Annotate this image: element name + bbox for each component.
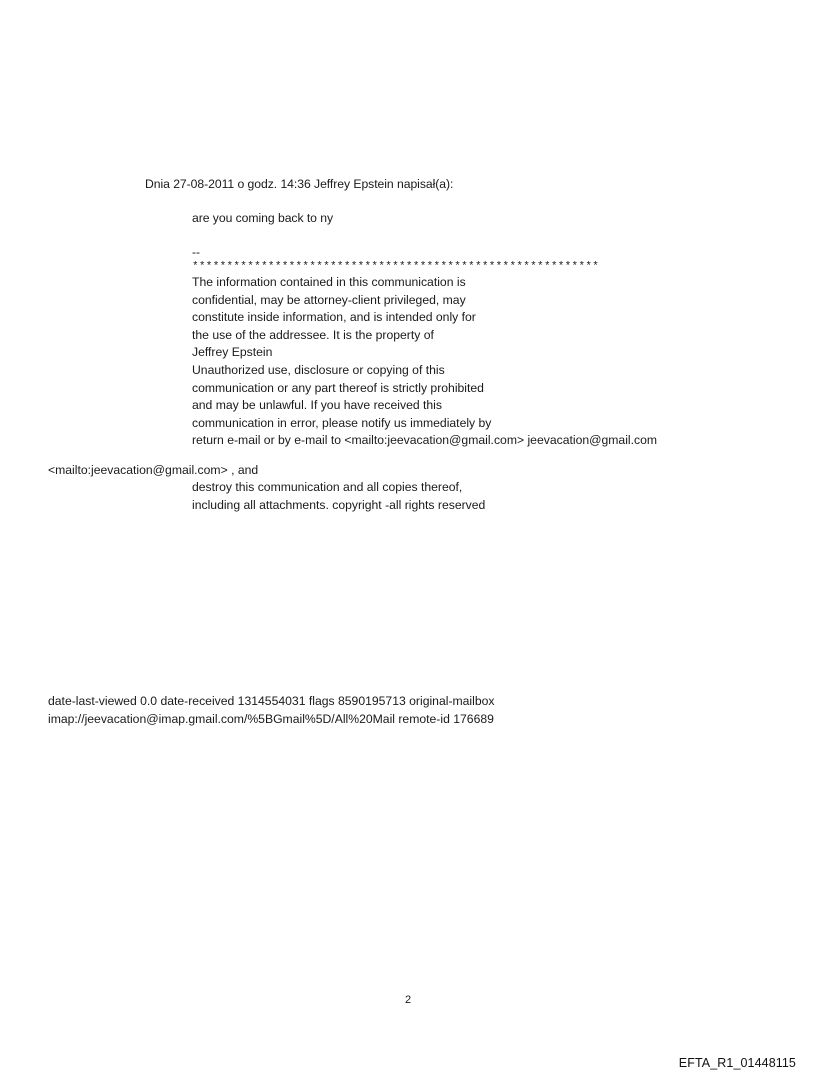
signature-line: including all attachments. copyright -all rights reserved	[192, 497, 486, 512]
message-body: are you coming back to ny	[192, 211, 334, 225]
message-metadata	[48, 693, 495, 728]
document-id: EFTA_R1_01448115	[678, 1056, 796, 1070]
signature-separator-dashes: --	[192, 245, 201, 259]
signature-line: Unauthorized use, disclosure or copying of this	[192, 362, 445, 377]
signature-line: the use of the addressee. It is the property of	[192, 327, 434, 342]
signature-line: communication in error, please notify us immediately by	[192, 415, 492, 430]
signature-line: constitute inside information, and is intended only for	[192, 310, 476, 325]
signature-line: and may be unlawful. If you have received this	[192, 398, 442, 413]
email-signature-tail	[192, 479, 485, 514]
signature-line: return e-mail or by e-mail to <mailto:jeevacation@gmail.com> jeevacation@gmail.com	[192, 433, 658, 448]
email-signature	[192, 246, 657, 450]
metadata-line: date-last-viewed 0.0 date-received 1314554031 flags 8590195713 original-mailbox	[48, 694, 495, 708]
signature-wrapped-line: <mailto:jeevacation@gmail.com> , and	[48, 463, 259, 477]
reply-header: Dnia 27-08-2011 o godz. 14:36 Jeffrey Epstein napisał(a):	[145, 177, 454, 191]
signature-separator-stars: ***********************************************************	[192, 261, 600, 273]
signature-line: confidential, may be attorney-client privileged, may	[192, 292, 466, 307]
page-number: 2	[404, 994, 412, 1006]
signature-line: The information contained in this communication is	[192, 275, 466, 289]
signature-line: destroy this communication and all copies thereof,	[192, 480, 463, 494]
metadata-line: imap://jeevacation@imap.gmail.com/%5BGmail%5D/All%20Mail remote-id 176689	[48, 711, 494, 726]
signature-line: Jeffrey Epstein	[192, 345, 273, 360]
signature-line: communication or any part thereof is strictly prohibited	[192, 380, 484, 395]
